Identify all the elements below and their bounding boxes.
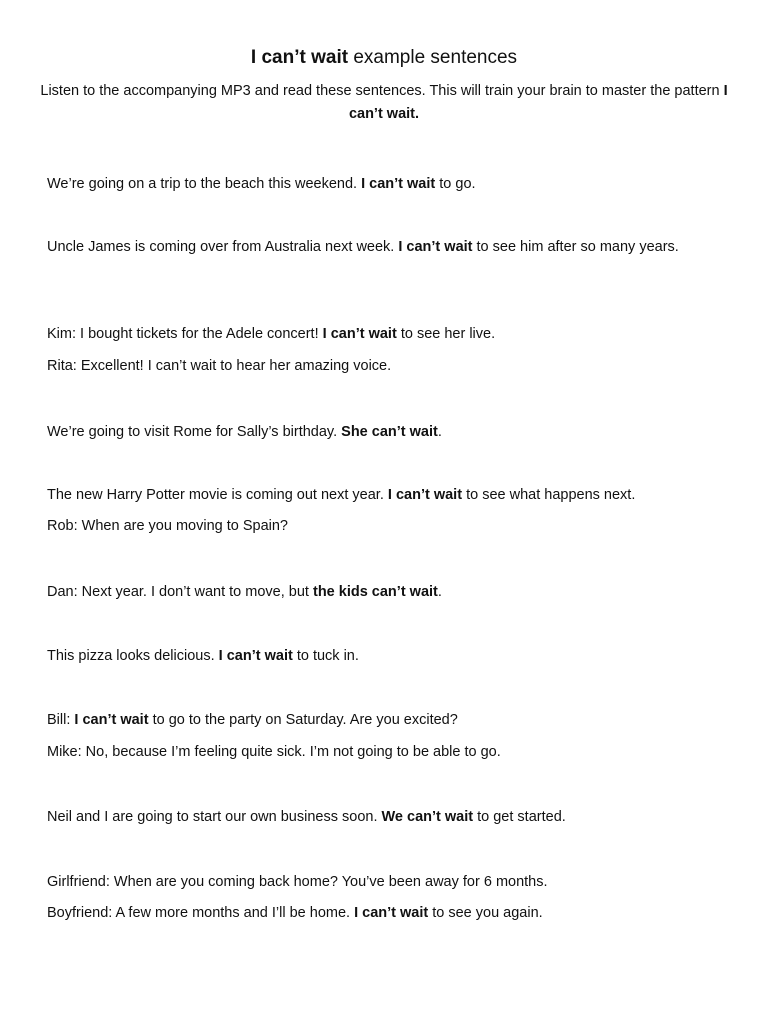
sentence-text: This pizza looks delicious. bbox=[47, 648, 219, 664]
sentence-2 bbox=[47, 236, 727, 258]
title-rest: example sentences bbox=[348, 47, 518, 68]
sentence-text: to go. bbox=[435, 176, 476, 192]
sentence-pattern: I can’t wait bbox=[354, 905, 429, 921]
sentence-text: Rita: Excellent! I can’t wait to hear her amazing voice. bbox=[47, 358, 392, 374]
sentence-text: to see you again. bbox=[428, 905, 543, 921]
sentence-text: Neil and I are going to start our own business soon. bbox=[47, 809, 382, 825]
sentence-pattern: I can’t wait bbox=[387, 487, 463, 503]
sentence-14 bbox=[47, 902, 737, 924]
sentence-pattern: the kids can’t wait bbox=[312, 584, 438, 600]
sentence-12 bbox=[47, 806, 737, 828]
sentence-text: Bill: bbox=[47, 712, 75, 728]
sentence-text: Rob: When are you moving to Spain? bbox=[47, 518, 288, 534]
intro-text: Listen to the accompanying MP3 and read these sentences. This will train your brain to master the pattern bbox=[40, 83, 724, 99]
sentence-10 bbox=[47, 709, 737, 731]
sentence-text: Mike: No, because I’m feeling quite sick. I’m not going to be able to go. bbox=[47, 744, 501, 760]
sentence-pattern: I can’t wait bbox=[398, 239, 473, 255]
sentence-text: to see her live. bbox=[396, 326, 496, 342]
sentence-text: to see what happens next. bbox=[462, 487, 636, 503]
sentence-text: . bbox=[437, 424, 442, 440]
intro-bold: I can’t wait. bbox=[348, 83, 728, 122]
sentence-8 bbox=[47, 581, 737, 603]
sentence-text: to go to the party on Saturday. Are you excited? bbox=[148, 712, 458, 728]
sentence-text: The new Harry Potter movie is coming out next year. bbox=[47, 487, 388, 503]
sentence-text: Uncle James is coming over from Australia next week. bbox=[47, 239, 399, 255]
sentence-text: We’re going on a trip to the beach this weekend. bbox=[47, 176, 362, 192]
sentence-11 bbox=[47, 741, 737, 763]
sentence-13 bbox=[47, 871, 737, 893]
sentence-9 bbox=[47, 645, 737, 667]
sentence-text: to see him after so many years. bbox=[472, 239, 679, 255]
sentence-text: Dan: Next year. I don’t want to move, but bbox=[47, 584, 313, 600]
sentence-pattern: I can’t wait bbox=[74, 712, 149, 728]
title-bold: I can’t wait bbox=[250, 47, 349, 68]
sentence-pattern: I can’t wait bbox=[322, 326, 397, 342]
sentence-6 bbox=[47, 484, 737, 506]
sentence-text: to tuck in. bbox=[292, 648, 359, 664]
sentence-pattern: I can’t wait bbox=[361, 176, 436, 192]
sentence-text: Girlfriend: When are you coming back home? You’ve been away for 6 months. bbox=[47, 874, 548, 890]
sentence-text: Kim: I bought tickets for the Adele concert! bbox=[47, 326, 323, 342]
intro-paragraph bbox=[34, 80, 734, 126]
sentence-text: to get started. bbox=[473, 809, 566, 825]
sentence-5 bbox=[47, 421, 737, 443]
sentence-text: . bbox=[437, 584, 442, 600]
sentence-7 bbox=[47, 515, 737, 537]
sentence-pattern: I can’t wait bbox=[218, 648, 293, 664]
sentence-1 bbox=[47, 173, 737, 195]
sentence-3 bbox=[47, 323, 737, 345]
sentence-text: We’re going to visit Rome for Sally’s birthday. bbox=[47, 424, 342, 440]
sentence-pattern: She can’t wait bbox=[341, 424, 438, 440]
sentence-text: Boyfriend: A few more months and I’ll be home. bbox=[47, 905, 355, 921]
page-title bbox=[0, 44, 768, 72]
sentence-pattern: We can’t wait bbox=[381, 809, 474, 825]
sentence-4 bbox=[47, 355, 737, 377]
